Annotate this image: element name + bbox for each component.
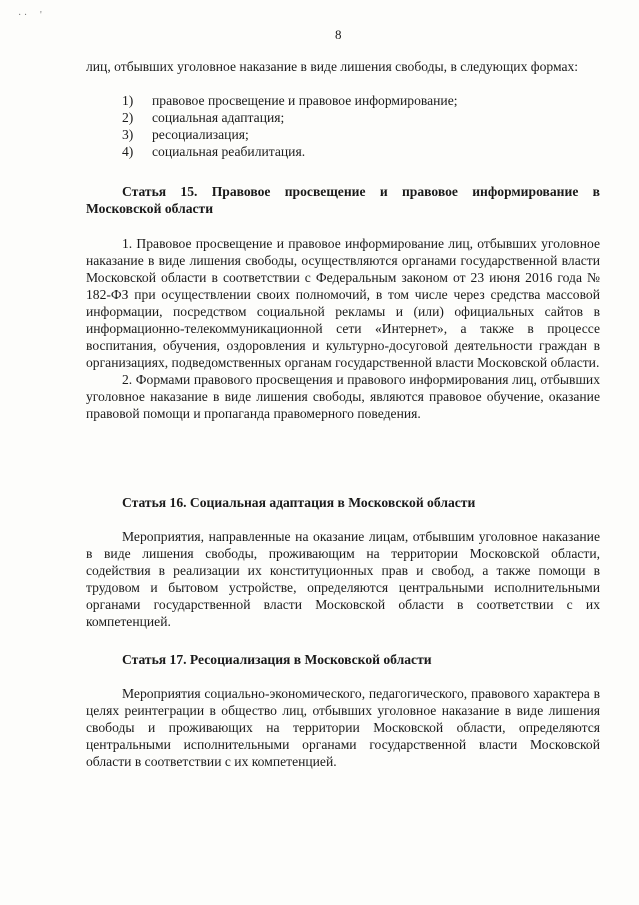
article-17-body — [86, 685, 600, 770]
list-item — [86, 109, 600, 126]
list-item — [86, 143, 600, 160]
article-16-body — [86, 528, 600, 630]
article-17-heading: Статья 17. Ресоциализация в Московской области — [122, 652, 432, 667]
article-16-paragraph-1: Мероприятия, направленные на оказание лицам, отбывшим уголовное наказание в виде лишения свободы, проживающим на территории Московской области, содействия в реализации их конституционных прав и свобод, а также помощи в трудовом и бытовом устройстве, определяются центральными исполнительными органами государственной власти Московской области в соответствии с их компетенцией. — [86, 529, 600, 629]
list-item — [86, 126, 600, 143]
list-item-number: 4) — [122, 144, 134, 159]
list-item-text: ресоциализация; — [152, 127, 249, 142]
list-item — [86, 92, 600, 109]
article-15-paragraph-2: 2. Формами правового просвещения и правового информирования лиц, отбывших уголовное наказание в виде лишения свободы, являются правовое обучение, оказание правовой помощи и пропаганда правомерного поведения. — [86, 372, 600, 421]
article-16-heading: Статья 16. Социальная адаптация в Московской области — [122, 495, 476, 510]
article-17-paragraph-1: Мероприятия социально-экономического, педагогического, правового характера в целях реинтеграции в общество лиц, отбывших уголовное наказание в виде лишения свободы и проживающих на территории Московской области, определяются центральными исполнительными органами государственной власти Московской области в соответствии с их компетенцией. — [86, 686, 600, 769]
scan-mark: ' — [40, 10, 42, 21]
forms-list — [86, 92, 600, 160]
list-item-number: 1) — [122, 93, 134, 108]
list-item-text: правовое просвещение и правовое информирование; — [152, 93, 458, 108]
page-number: 8 — [335, 27, 342, 42]
list-item-text: социальная реабилитация. — [152, 144, 306, 159]
article-15-body — [86, 235, 600, 422]
list-item-number: 2) — [122, 110, 134, 125]
article-15-heading: Статья 15. Правовое просвещение и правовое информирование в Московской области — [86, 184, 600, 216]
scan-mark: · · — [18, 10, 28, 21]
article-15-paragraph-1: 1. Правовое просвещение и правовое информирование лиц, отбывших уголовное наказание в виде лишения свободы, осуществляются органами государственной власти Московской области в соответствии с Федеральным законом от 23 июня 2016 года № 182-ФЗ при осуществлении своих полномочий, в том числе через средства массовой информации, посредством социальной рекламы и (или) официальных сайтов в информационно-телекоммуникационной сети «Интернет», а также в процессе воспитания, обучения, оздоровления и культурно-досуговой деятельности граждан в организациях, подведомственных органам государственной власти Московской области. — [86, 236, 600, 370]
continuation-paragraph: лиц, отбывших уголовное наказание в виде лишения свободы, в следующих формах: — [86, 59, 579, 74]
list-item-text: социальная адаптация; — [152, 110, 285, 125]
list-item-number: 3) — [122, 127, 134, 142]
